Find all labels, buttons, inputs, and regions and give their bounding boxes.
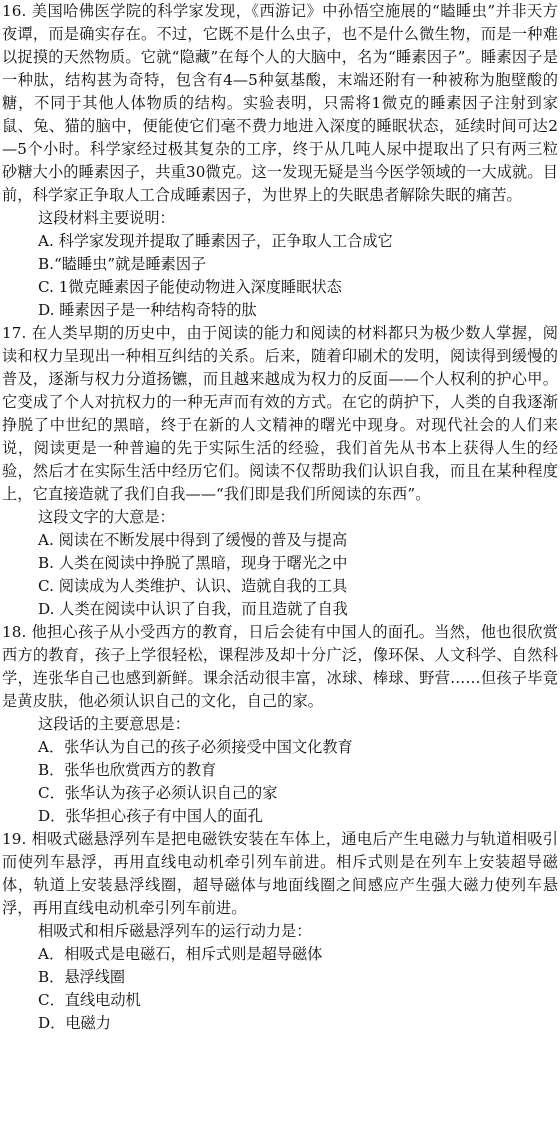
- question-17-option-d: D. 人类在阅读中认识了自我，而且造就了自我: [38, 600, 348, 618]
- question-16-stem: 这段材料主要说明：: [38, 209, 175, 227]
- question-18-option-d: D．张华担心孩子有中国人的面孔: [38, 807, 263, 825]
- question-19: [0, 828, 560, 1035]
- question-17: [0, 322, 560, 621]
- question-17-stem: 这段文字的大意是：: [38, 508, 175, 526]
- question-17-option-a: A. 阅读在不断发展中得到了缓慢的普及与提高: [38, 531, 348, 549]
- question-18-paragraph: 18. 他担心孩子从小受西方的教育，日后会徒有中国人的面孔。当然，他也很欣赏西方的教育，孩子上学很轻松，课程涉及却十分广泛，像环保、人文科学、自然科学，连张华自己也感到新鲜。课余活动很丰富，冰球、棒球、野营……但孩子毕竟是黄皮肤，他必须认识自己的文化，自己的家。: [2, 623, 558, 710]
- question-17-option-b: B. 人类在阅读中挣脱了黑暗，现身于曙光之中: [38, 554, 348, 572]
- question-16-paragraph: 16. 美国哈佛医学院的科学家发现，《西游记》中孙悟空施展的“瞌睡虫”并非天方夜谭，而是确实存在。不过，它既不是什么虫子，也不是什么微生物，而是一种难以捉摸的天然物质。它就“隐藏”在每个人的大脑中，名为“睡素因子”。睡素因子是一种肽，结构甚为奇特，包含有4—5种氨基酸，末端还附有一种被称为胞壁酸的糖，不同于其他人体物质的结构。实验表明，只需将1微克的睡素因子注射到家鼠、兔、猫的脑中，便能使它们毫不费力地进入深度的睡眠状态，延续时间可达2—5个小时。科学家经过极其复杂的工序，终于从几吨人尿中提取出了只有两三粒砂糖大小的睡素因子，共重30微克。这一发现无疑是当今医学领域的一大成就。目前，科学家正争取人工合成睡素因子，为世界上的失眠患者解除失眠的痛苦。: [2, 2, 558, 204]
- question-18-option-b: B．张华也欣赏西方的教育: [38, 761, 217, 779]
- question-18-stem: 这段话的主要意思是：: [38, 715, 190, 733]
- question-18-option-c: C．张华认为孩子必须认识自己的家: [38, 784, 278, 802]
- question-17-option-c: C. 阅读成为人类维护、认识、造就自我的工具: [38, 577, 348, 595]
- question-17-paragraph: 17. 在人类早期的历史中，由于阅读的能力和阅读的材料都只为极少数人掌握，阅读和权力呈现出一种相互纠结的关系。后来，随着印刷术的发明，阅读得到缓慢的普及，逐渐与权力分道扬镳，而且越来越成为权力的反面——个人权利的护心甲。它变成了个人对抗权力的一种无声而有效的方式。在它的荫护下，人类的自我逐渐挣脱了中世纪的黑暗，终于在新的人文精神的曙光中现身。对现代社会的人们来说，阅读更是一种普遍的先于实际生活的经验，我们首先从书本上获得人生的经验，然后才在实际生活中经历它们。阅读不仅帮助我们认识自我，而且在某种程度上，它直接造就了我们自我——“我们即是我们所阅读的东西”。: [2, 324, 558, 503]
- question-19-paragraph: 19. 相吸式磁悬浮列车是把电磁铁安装在车体上，通电后产生电磁力与轨道相吸引而使列车悬浮，再用直线电动机牵引列车前进。相斥式则是在列车上安装超导磁体，轨道上安装悬浮线圈，超导磁体与地面线圈之间感应产生强大磁力使列车悬浮，再用直线电动机牵引列车前进。: [2, 830, 558, 917]
- question-19-option-d: D．电磁力: [38, 1014, 111, 1032]
- question-16-option-b: B.“瞌睡虫”就是睡素因子: [38, 255, 207, 273]
- question-19-stem: 相吸式和相斥磁悬浮列车的运行动力是：: [38, 922, 312, 940]
- question-16-option-c: C. 1微克睡素因子能使动物进入深度睡眠状态: [38, 278, 342, 296]
- question-19-option-a: A．相吸式是电磁石，相斥式则是超导磁体: [38, 945, 323, 963]
- question-18-option-a: A．张华认为自己的孩子必须接受中国文化教育: [38, 738, 353, 756]
- question-19-option-c: C．直线电动机: [38, 991, 141, 1009]
- question-19-option-b: B．悬浮线圈: [38, 968, 126, 986]
- question-18: [0, 621, 560, 828]
- question-16: [0, 0, 560, 322]
- question-16-option-a: A. 科学家发现并提取了睡素因子，正争取人工合成它: [38, 232, 393, 250]
- question-16-option-d: D. 睡素因子是一种结构奇特的肽: [38, 301, 257, 319]
